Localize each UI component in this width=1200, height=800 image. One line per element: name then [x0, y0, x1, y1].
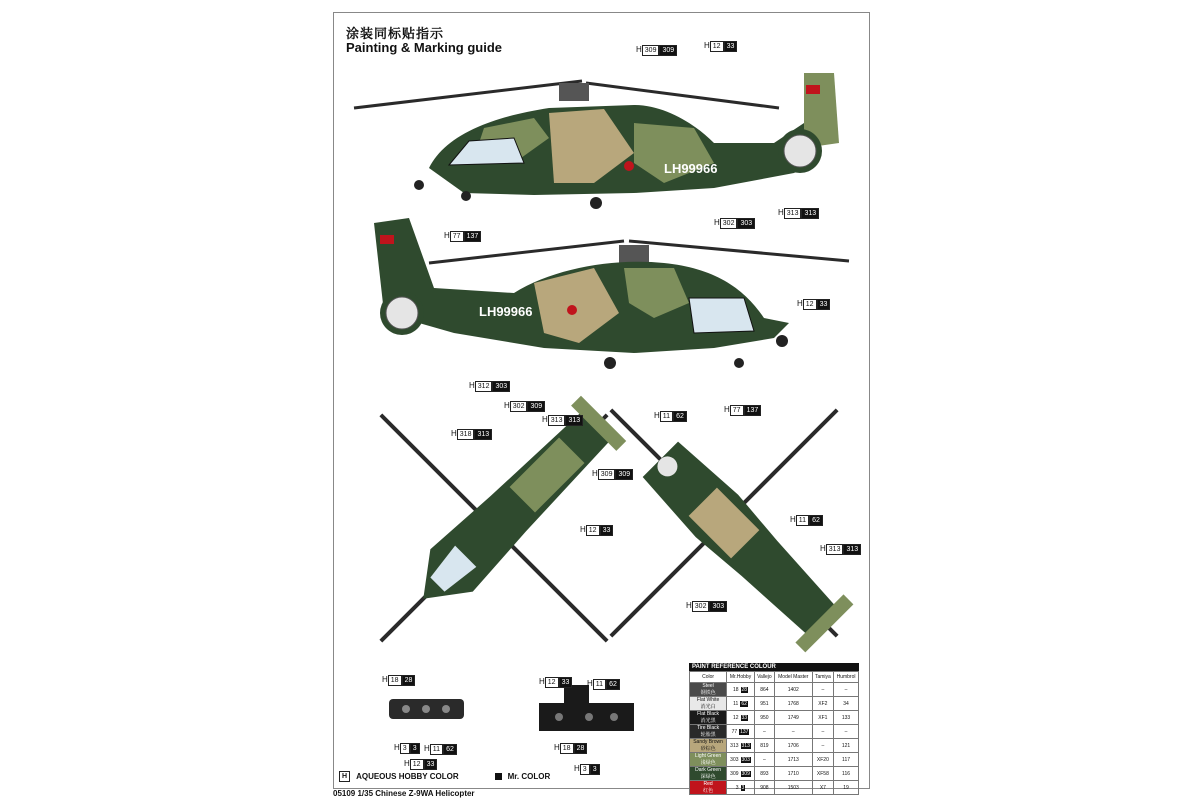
color-ref: H 12 33	[704, 35, 737, 53]
aqueous-mark: H	[339, 771, 350, 782]
paint-row	[690, 767, 859, 781]
paint-code-cell: –	[812, 725, 833, 739]
color-swatch-cell	[690, 725, 727, 739]
registration-text: LH99966	[664, 161, 718, 176]
main-rotor-blade	[429, 241, 624, 263]
mr-hobby-code	[727, 683, 755, 697]
color-ref: H 302 309	[504, 395, 545, 413]
color-ref: H 18 28	[382, 669, 415, 687]
paint-table-title: PAINT REFERENCE COLOUR	[689, 663, 859, 671]
paint-code-cell: XF1	[812, 711, 833, 725]
color-legend	[339, 771, 550, 782]
color-ref: H 309 309	[636, 39, 677, 57]
color-swatch-cell	[690, 697, 727, 711]
color-name-cn: 浅绿色	[700, 760, 716, 766]
hobby-code-h: 303	[730, 756, 739, 763]
hobby-code-c: 313	[741, 742, 750, 749]
rotor-hub	[559, 83, 589, 101]
color-ref: H 3 3	[394, 737, 420, 755]
paint-code-cell: –	[834, 683, 859, 697]
color-ref: H 302 303	[686, 595, 727, 613]
hobby-code-h: 11	[733, 700, 739, 707]
sensor-ball	[414, 180, 424, 190]
paint-code-cell: –	[812, 683, 833, 697]
hobby-code-c: 28	[741, 686, 748, 693]
mr-hobby-code	[727, 725, 755, 739]
gauge-icon	[555, 713, 563, 721]
color-swatch-cell	[690, 781, 727, 795]
col-header: Color	[690, 672, 727, 683]
color-ref: H 3 3	[574, 758, 600, 776]
flag-icon	[380, 235, 394, 244]
fenestron-fan	[784, 135, 816, 167]
color-name: Sandy Brown	[693, 739, 723, 745]
hobby-code-c: 303	[741, 756, 750, 763]
paint-code-cell: 1710	[774, 767, 812, 781]
color-name-cn: 消光白	[700, 704, 716, 710]
gauge-icon	[442, 705, 450, 713]
hobby-code-c: 309	[741, 770, 750, 777]
color-swatch-cell	[690, 739, 727, 753]
color-ref: H 313 313	[542, 409, 583, 427]
instrument-panel-right	[539, 685, 634, 731]
main-rotor-blade	[629, 241, 849, 261]
paint-code-cell: 116	[834, 767, 859, 781]
color-name: Flat Black	[697, 711, 720, 717]
color-ref: H 309 309	[592, 463, 633, 481]
roundel-icon	[567, 305, 577, 315]
color-ref: H 77 137	[444, 225, 481, 243]
paint-code-cell: 819	[754, 739, 774, 753]
color-name: Steel	[702, 683, 714, 689]
color-name-cn: 深绿色	[700, 774, 716, 780]
title-english: Painting & Marking guide	[346, 40, 503, 55]
color-swatch-cell	[690, 753, 727, 767]
paint-code-cell: 864	[754, 683, 774, 697]
color-name-cn: 钢铁色	[700, 690, 716, 696]
color-ref: H 77 137	[724, 399, 761, 417]
rotor-hub	[619, 245, 649, 263]
aqueous-label: AQUEOUS HOBBY COLOR	[356, 772, 459, 781]
kit-caption: 05109 1/35 Chinese Z-9WA Helicopter	[333, 789, 475, 798]
paint-code-cell: 1402	[774, 683, 812, 697]
hobby-code-c: 137	[740, 728, 749, 735]
fuselage-top	[402, 401, 621, 620]
paint-code-cell: 117	[834, 753, 859, 767]
color-ref: H 313 313	[820, 538, 861, 556]
paint-code-cell: XF2	[812, 697, 833, 711]
paint-row	[690, 739, 859, 753]
color-swatch-cell	[690, 711, 727, 725]
color-name: Tire Black	[697, 725, 720, 731]
paint-code-cell: 19	[834, 781, 859, 795]
paint-code-cell: –	[754, 753, 774, 767]
paint-row	[690, 711, 859, 725]
paint-code-cell: 950	[754, 711, 774, 725]
color-name-cn: 消光黑	[700, 718, 716, 724]
color-ref: H 11 62	[790, 509, 823, 527]
color-name: Flat White	[696, 697, 720, 703]
gauge-icon	[422, 705, 430, 713]
fenestron-fan	[386, 297, 418, 329]
paint-code-cell: –	[774, 725, 812, 739]
flag-icon	[806, 85, 820, 94]
paint-row	[690, 753, 859, 767]
color-name-cn: 轮胎黑	[700, 732, 716, 738]
hobby-code-h: 12	[732, 714, 739, 721]
gauge-icon	[610, 713, 618, 721]
paint-code-cell: 1503	[774, 781, 812, 795]
registration-text: LH99966	[479, 304, 533, 319]
color-ref: H 12 33	[404, 753, 437, 771]
hobby-code-c: 62	[741, 700, 747, 707]
mr-hobby-code	[727, 753, 755, 767]
color-name: Light Green	[695, 753, 722, 759]
instrument-panel-left	[389, 699, 464, 719]
mr-hobby-code	[727, 767, 755, 781]
gauge-icon	[402, 705, 410, 713]
paint-code-cell: XF20	[812, 753, 833, 767]
color-ref: H 12 33	[580, 519, 613, 537]
color-ref: H 312 303	[469, 375, 510, 393]
col-header: Model Master	[774, 672, 812, 683]
color-name: Red	[703, 781, 713, 787]
nose-wheel	[734, 358, 744, 368]
color-ref: H 12 33	[797, 293, 830, 311]
paint-code-cell: 908	[754, 781, 774, 795]
paint-code-cell: 1768	[774, 697, 812, 711]
gauge-icon	[585, 713, 593, 721]
color-ref: H 313 313	[778, 202, 819, 220]
color-ref: H 18 28	[554, 737, 587, 755]
paint-row	[690, 683, 859, 697]
color-ref: H 12 33	[539, 671, 572, 689]
title-chinese: 涂装同标贴指示	[346, 27, 445, 42]
paint-row	[690, 781, 859, 795]
paint-code-cell: 893	[754, 767, 774, 781]
nose-wheel	[461, 191, 471, 201]
mr-hobby-code	[727, 697, 755, 711]
paint-code-cell: XF58	[812, 767, 833, 781]
paint-code-cell: 1749	[774, 711, 812, 725]
col-header: Humbrol	[834, 672, 859, 683]
paint-row	[690, 697, 859, 711]
paint-code-cell: 1713	[774, 753, 812, 767]
color-name: Dark Green	[695, 767, 721, 773]
paint-code-cell: 1706	[774, 739, 812, 753]
paint-code-cell: 121	[834, 739, 859, 753]
color-ref: H 11 62	[654, 405, 687, 423]
hobby-code-h: 18	[732, 686, 739, 693]
mrcolor-label: Mr. COLOR	[507, 772, 551, 781]
color-ref: H 11 62	[424, 738, 457, 756]
hobby-code-h: 77	[731, 728, 738, 735]
sensor-ball	[776, 335, 788, 347]
color-ref: H 318 313	[451, 423, 492, 441]
roundel-icon	[624, 161, 634, 171]
main-wheel	[604, 357, 616, 369]
col-header: Mr.Hobby	[727, 672, 755, 683]
paint-code-cell: –	[754, 725, 774, 739]
col-header: Vallejo	[754, 672, 774, 683]
main-rotor-blade	[354, 81, 582, 108]
paint-code-cell: –	[834, 725, 859, 739]
hobby-code-h: 309	[730, 770, 739, 777]
paint-code-cell: X7	[812, 781, 833, 795]
hobby-code-c: 33	[741, 714, 748, 721]
paint-code-cell: –	[812, 739, 833, 753]
paint-reference-table	[689, 671, 859, 795]
paint-row	[690, 725, 859, 739]
color-name-cn: 红色	[703, 788, 714, 794]
paint-code-cell: 133	[834, 711, 859, 725]
hobby-code-h: 313	[730, 742, 739, 749]
color-name-cn: 砂棕色	[700, 746, 716, 752]
hobby-code-h: 3	[735, 784, 739, 791]
canopy	[689, 298, 754, 333]
side-view-left	[354, 73, 839, 209]
paint-code-cell: 951	[754, 697, 774, 711]
mrcolor-swatch-icon	[495, 773, 502, 780]
mr-hobby-code	[727, 781, 755, 795]
mr-hobby-code	[727, 739, 755, 753]
hobby-code-c: 3	[741, 784, 745, 791]
paint-code-cell: 34	[834, 697, 859, 711]
col-header: Tamiya	[812, 672, 833, 683]
color-swatch-cell	[690, 767, 727, 781]
mr-hobby-code	[727, 711, 755, 725]
main-wheel	[590, 197, 602, 209]
main-rotor-blade	[586, 83, 779, 108]
color-ref: H 302 303	[714, 212, 755, 230]
color-swatch-cell	[690, 683, 727, 697]
color-ref: H 11 62	[587, 673, 620, 691]
